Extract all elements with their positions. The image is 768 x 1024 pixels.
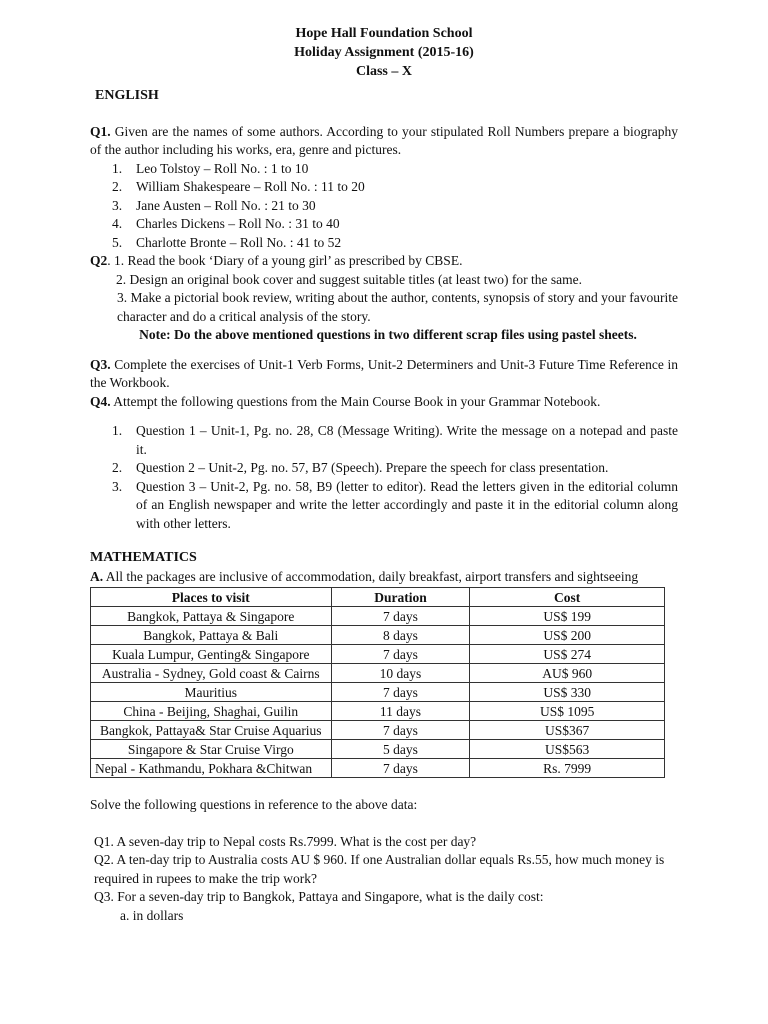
cell-place: China - Beijing, Shaghai, Guilin [91,702,332,721]
list-number: 1. [112,160,123,176]
column-header-cost: Cost [470,588,665,607]
author-entry: Leo Tolstoy – Roll No. : 1 to 10 [136,160,309,176]
table-row [91,645,665,664]
table-row [91,721,665,740]
q1-label: Q1. [90,123,111,139]
author-list [90,160,678,253]
cell-place: Nepal - Kathmandu, Pokhara &Chitwan [91,759,332,778]
author-entry: Charles Dickens – Roll No. : 31 to 40 [136,216,340,231]
cell-place: Australia - Sydney, Gold coast & Cairns [91,664,332,683]
cell-duration: 7 days [331,607,470,626]
class-label: Class – X [355,64,412,79]
author-entry: Jane Austen – Roll No. : 21 to 30 [136,197,316,213]
author-entry: William Shakespeare – Roll No. : 11 to 20 [136,179,365,194]
cell-place: Bangkok, Pattaya & Singapore [91,607,332,626]
q4-item-text: Question 1 – Unit-1, Pg. no. 28, C8 (Message Writing). Write the message on a notepad and paste it. [136,423,678,457]
mathematics-heading: MATHEMATICS [90,550,197,565]
table-row [91,740,665,759]
cell-place: Bangkok, Pattaya & Bali [91,626,332,645]
list-item [90,215,678,234]
table-header-row [91,588,665,607]
cell-duration: 7 days [331,721,470,740]
cell-duration: 7 days [331,645,470,664]
list-number: 2. [112,179,123,194]
q4-label: Q4. [90,393,111,409]
list-number: 4. [112,216,123,231]
list-item [90,178,678,197]
table-row [91,759,665,778]
cell-place: Mauritius [91,683,332,702]
q1-text: Given are the names of some authors. According to your stipulated Roll Numbers prepare a biography of the author including his works, era, genre and pictures. [90,123,678,157]
math-question-3a: a. in dollars [120,907,184,923]
table-row [91,664,665,683]
list-number: 3. [112,197,123,213]
cell-cost: US$ 200 [470,626,665,645]
list-item [90,234,678,253]
scrap-file-note: Note: Do the above mentioned questions in two different scrap files using pastel sheets. [139,327,637,342]
table-row [91,607,665,626]
cell-duration: 7 days [331,759,470,778]
cell-cost: US$ 1095 [470,702,665,721]
q3-text: Complete the exercises of Unit-1 Verb Forms, Unit-2 Determiners and Unit-3 Future Time Reference in the Workbook. [90,356,678,390]
q4-question-list [90,422,678,533]
list-item [90,197,678,216]
list-item [90,478,678,534]
q2-label: Q2 [90,253,108,268]
q4-item-text: Question 2 – Unit-2, Pg. no. 57, B7 (Speech). Prepare the speech for class presentation. [136,460,609,475]
list-number: 1. [112,423,123,438]
cell-cost: AU$ 960 [470,664,665,683]
q2-line-2: 2. Design an original book cover and suggest suitable titles (at least two) for the same. [116,271,583,287]
author-entry: Charlotte Bronte – Roll No. : 41 to 52 [136,234,342,250]
english-q2 [90,252,678,271]
math-question-3: Q3. For a seven-day trip to Bangkok, Pattaya and Singapore, what is the daily cost: [94,889,544,904]
math-question-2: Q2. A ten-day trip to Australia costs AU $ 960. If one Australian dollar equals Rs.55, how much money is required in rupees to make the trip work? [94,852,665,886]
list-item [90,160,678,179]
math-part-a [90,568,678,587]
column-header-places: Places to visit [91,588,332,607]
table-row [91,683,665,702]
english-q3 [90,356,678,393]
cell-cost: US$367 [470,721,665,740]
q2-line-1: . 1. Read the book ‘Diary of a young girl’ as prescribed by CBSE. [107,253,463,268]
document-header [90,24,678,81]
english-heading: ENGLISH [95,88,159,103]
cell-cost: US$ 199 [470,607,665,626]
q2-line-3: 3. Make a pictorial book review, writing about the author, contents, synopsis of story and your favourite character and do a critical analysis of the story. [117,290,678,324]
english-q4 [90,393,678,412]
english-q1 [90,123,678,160]
cell-cost: Rs. 7999 [470,759,665,778]
cell-place: Kuala Lumpur, Genting& Singapore [91,645,332,664]
cell-duration: 11 days [331,702,470,721]
solve-instruction: Solve the following questions in reference to the above data: [90,797,418,812]
table-row [91,626,665,645]
cell-duration: 8 days [331,626,470,645]
cell-cost: US$563 [470,740,665,759]
table-row [91,702,665,721]
cell-place: Bangkok, Pattaya& Star Cruise Aquarius [91,721,332,740]
list-item [90,459,678,478]
q4-text: Attempt the following questions from the Main Course Book in your Grammar Notebook. [110,393,601,409]
school-name: Hope Hall Foundation School [295,26,473,41]
math-question-1: Q1. A seven-day trip to Nepal costs Rs.7999. What is the cost per day? [94,833,477,849]
list-number: 3. [112,478,123,494]
list-number: 2. [112,460,123,475]
assignment-title: Holiday Assignment (2015-16) [294,45,474,60]
assignment-page [90,24,678,925]
part-a-label: A. [90,568,104,584]
travel-packages-table [90,587,665,778]
q3-label: Q3. [90,356,111,372]
cell-place: Singapore & Star Cruise Virgo [91,740,332,759]
column-header-duration: Duration [331,588,470,607]
part-a-text: All the packages are inclusive of accommodation, daily breakfast, airport transfers and sightseeing [103,568,639,584]
cell-duration: 7 days [331,683,470,702]
cell-cost: US$ 330 [470,683,665,702]
cell-duration: 5 days [331,740,470,759]
list-item [90,422,678,459]
q4-item-text: Question 3 – Unit-2, Pg. no. 58, B9 (letter to editor). Read the letters given in the editorial column of an English newspaper and write the letter accordingly and paste it in the editorial column along with other letters. [136,478,678,531]
list-number: 5. [112,234,123,250]
cell-duration: 10 days [331,664,470,683]
cell-cost: US$ 274 [470,645,665,664]
